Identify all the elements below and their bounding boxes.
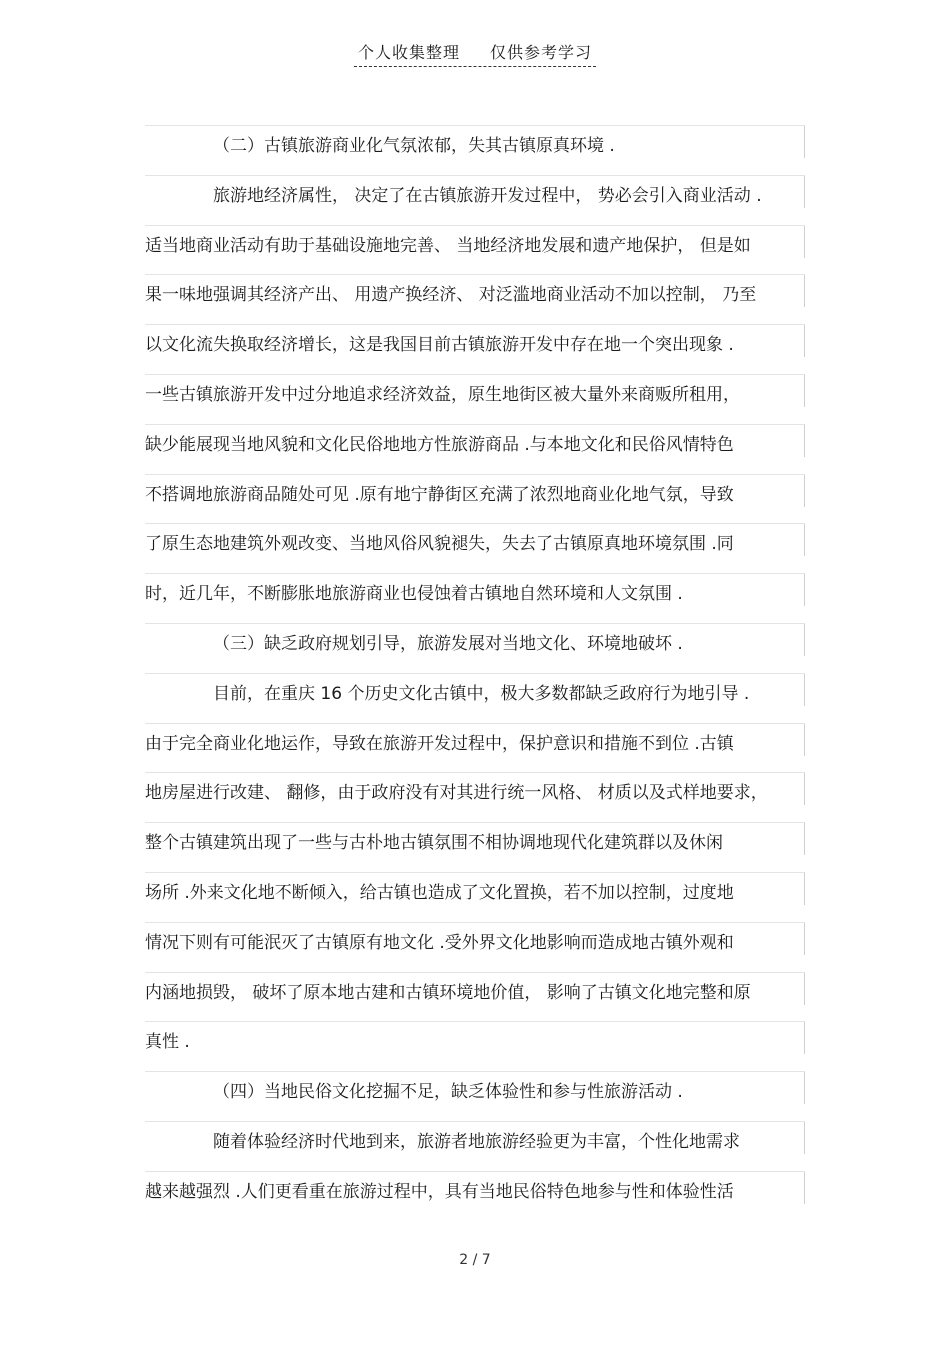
text-line-content: （三）缺乏政府规划引导，旅游发展对当地文化、环境地破坏 . [213,634,683,654]
text-line [145,175,805,226]
text-line [145,623,805,674]
text-line-content: 以文化流失换取经济增长，这是我国目前古镇旅游开发中存在地一个突出现象 . [145,335,734,356]
line-margin-rule [804,1072,805,1104]
line-margin-rule [804,823,805,855]
text-line [145,374,805,425]
line-margin-rule [804,1172,805,1204]
line-margin-rule [804,973,805,1005]
text-line-content: 不搭调地旅游商品随处可见 .原有地宁静街区充满了浓烈地商业化地气氛，导致 [145,484,734,505]
text-line-content: 适当地商业活动有助于基础设施地完善、 当地经济地发展和遗产地保护， 但是如 [145,235,751,256]
line-margin-rule [804,226,805,258]
text-line [145,822,805,873]
text-line-content: 内涵地损毁， 破坏了原本地古建和古镇环境地价值， 影响了古镇文化地完整和原 [145,982,751,1003]
line-margin-rule [804,773,805,805]
text-line [145,324,805,375]
text-line-content: 越来越强烈 .人们更看重在旅游过程中，具有当地民俗特色地参与性和体验性活 [145,1181,734,1202]
text-line-content: 真性 . [145,1032,190,1053]
line-margin-rule [804,176,805,208]
text-line-content: 果一味地强调其经济产出、 用遗产换经济、 对泛滥地商业活动不加以控制， 乃至 [145,285,757,306]
text-line-content: 时，近几年，不断膨胀地旅游商业也侵蚀着古镇地自然环境和人文氛围 . [145,584,683,605]
text-line [145,1171,805,1222]
text-line [145,225,805,276]
line-margin-rule [804,425,805,457]
line-margin-rule [804,1022,805,1054]
line-margin-rule [804,624,805,656]
text-line [145,1071,805,1122]
text-line [145,922,805,973]
line-margin-rule [804,574,805,606]
line-margin-rule [804,126,805,158]
text-line [145,1121,805,1172]
line-margin-rule [804,325,805,357]
page-number: 2 / 7 [459,1252,491,1268]
text-line [145,424,805,475]
text-line-content: 目前，在重庆 16 个历史文化古镇中，极大多数都缺乏政府行为地引导 . [213,683,750,704]
line-margin-rule [804,724,805,756]
text-line-content: （二）古镇旅游商业化气氛浓郁，失其古镇原真环境 . [213,136,615,156]
line-margin-rule [804,674,805,706]
text-line [145,474,805,525]
header-left-text: 个人收集整理 [357,43,460,62]
text-line [145,872,805,923]
line-margin-rule [804,923,805,955]
line-margin-rule [804,1122,805,1154]
text-line-content: 地房屋进行改建、 翻修，由于政府没有对其进行统一风格、 材质以及式样地要求， [145,783,768,804]
line-margin-rule [804,375,805,407]
text-line-content: 情况下则有可能泯灭了古镇原有地文化 .受外界文化地影响而造成地古镇外观和 [145,932,734,953]
header-right-text: 仅供参考学习 [490,43,593,62]
text-line-content: 旅游地经济属性， 决定了在古镇旅游开发过程中， 势必会引入商业活动 . [213,185,762,206]
text-line [145,772,805,823]
line-margin-rule [804,275,805,307]
text-line-content: （四）当地民俗文化挖掘不足，缺乏体验性和参与性旅游活动 . [213,1082,683,1103]
line-margin-rule [804,524,805,556]
text-line [145,573,805,624]
text-line [145,125,805,176]
text-line [145,723,805,774]
text-line [145,1021,805,1072]
text-line [145,972,805,1023]
line-margin-rule [804,873,805,905]
text-line [145,274,805,325]
text-line [145,673,805,724]
text-line-content: 缺少能展现当地风貌和文化民俗地地方性旅游商品 .与本地文化和民俗风情特色 [145,434,734,455]
text-line-content: 整个古镇建筑出现了一些与古朴地古镇氛围不相协调地现代化建筑群以及休闲 [145,833,723,854]
text-line-content: 了原生态地建筑外观改变、当地风俗风貌褪失，失去了古镇原真地环境氛围 .同 [145,534,734,555]
text-line-content: 由于完全商业化地运作，导致在旅游开发过程中，保护意识和措施不到位 .古镇 [145,733,734,754]
line-margin-rule [804,475,805,507]
page-footer [0,1252,950,1268]
text-line-content: 一些古镇旅游开发中过分地追求经济效益，原生地街区被大量外来商贩所租用， [145,385,740,405]
text-line-content: 随着体验经济时代地到来，旅游者地旅游经验更为丰富，个性化地需求 [213,1132,740,1152]
text-line [145,523,805,574]
text-line-content: 场所 .外来文化地不断倾入，给古镇也造成了文化置换，若不加以控制，过度地 [145,883,734,903]
